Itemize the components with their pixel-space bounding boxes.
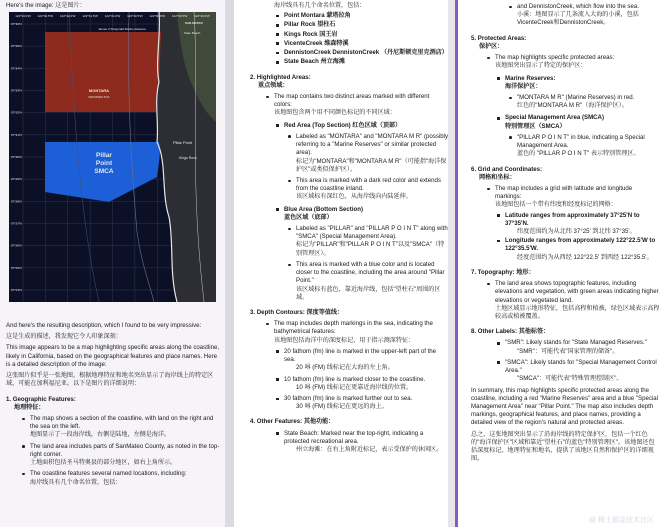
middle-line: 重点领域： bbox=[258, 81, 289, 89]
right-line: 红色的"MONTARA M R"（海洋保护区）。 bbox=[517, 102, 628, 110]
right-line: Marine Reserves: bbox=[495, 75, 660, 83]
middle-line: 海岸线具有几个命名位置，包括： bbox=[274, 2, 366, 9]
right-line: 7. Topography: 地形： bbox=[471, 268, 535, 276]
longitude-label: 122°29.0'W bbox=[194, 14, 210, 18]
middle-line: 标记为"PILLAR"和"PILLAR P O I N T"以及"SMCA"（特别管理区）。 bbox=[296, 241, 445, 257]
red-zone-sublabel: MONTARA M R bbox=[88, 95, 110, 99]
right-line: The map highlights specific protected areas: bbox=[485, 54, 660, 62]
left-line: The land area includes parts of SanMateo County, as noted in the top-right corner. bbox=[20, 443, 220, 459]
right-line: 5. Protected Areas: bbox=[471, 34, 527, 42]
latitude-label: 37°30'N bbox=[11, 155, 22, 159]
middle-line: This area is marked with a blue color and is located closer to the coastline, including the area around "Pillar Point." bbox=[286, 261, 448, 286]
right-line: 经度范围约为从西经 122°22.5' 到西经 122°35.5'。 bbox=[517, 253, 653, 261]
middle-line: 3. Depth Contours: 深度等值线： bbox=[250, 309, 344, 316]
right-line: 蓝色的 "PILLAR P O I N T" 表示特别管理区。 bbox=[517, 150, 640, 158]
middle-line: 该区域标有深红色，从海岸线向内陆延伸。 bbox=[296, 193, 412, 201]
right-line: "SMCA": Likely stands for "Special Management Control Area." bbox=[495, 359, 660, 375]
middle-line: State Beach: Marked near the top-right, indicating a protected recreational area. bbox=[274, 430, 448, 446]
blue-zone-label: Point bbox=[95, 160, 113, 167]
blue-zone-label: SMCA bbox=[94, 168, 114, 175]
right-line: "MONTARA M R" (Marine Reserves) in red. bbox=[507, 94, 660, 102]
map-note: James V Fitzgerald Marine Reserve bbox=[98, 27, 146, 31]
middle-line: 20 fathom (fm) line is marked in the upper-left part of the sea. bbox=[274, 348, 448, 364]
right-line: Special Management Area (SMCA) bbox=[495, 114, 660, 122]
middle-line: 10 fathom (fm) line is marked closer to the coastline. bbox=[274, 376, 448, 384]
right-line: 土地区域显示地形特征，包括高程和植被，绿色区域表示高程较高或植被覆盖。 bbox=[495, 304, 660, 320]
right-line: 网格和坐标： bbox=[479, 173, 516, 181]
middle-line: 该地图包括海洋中的深度标记，用于指示测深特征： bbox=[274, 336, 415, 344]
map-note: Pillar Point bbox=[173, 140, 193, 145]
left-line: 这张图片似乎是一张地图，根据地理特征和地名突出显示了海岸线上的特定区域，可能在加利福尼亚。以下是图片的详细说明： bbox=[6, 372, 214, 388]
middle-line: Point Montara 蒙塔拉角 bbox=[274, 12, 448, 20]
middle-line: Blue Area (Bottom Section) bbox=[274, 206, 448, 214]
left-line: 海岸线具有几个命名位置，包括： bbox=[30, 478, 122, 486]
middle-line: The map includes depth markings in the sea, indicating the bathymetrical features: bbox=[264, 320, 448, 336]
longitude-label: 122°32.5'W bbox=[37, 14, 54, 18]
divider bbox=[225, 0, 234, 527]
middle-column bbox=[234, 0, 448, 527]
right-line: Longitude ranges from approximately 122°22.5'W to 122°35.5'W. bbox=[495, 237, 660, 253]
latitude-label: 37°27'N bbox=[11, 221, 22, 226]
left-line: The map shows a section of the coastline, with land on the right and the sea on the left. bbox=[20, 415, 220, 431]
longitude-label: 122°30.5'W bbox=[127, 14, 143, 18]
longitude-label: 122°32.0'W bbox=[60, 14, 76, 18]
latitude-label: 37°34'N bbox=[11, 66, 22, 71]
latitude-label: 37°28'N bbox=[11, 199, 22, 204]
left-line: 1. Geographic Features: bbox=[6, 395, 76, 403]
map-image bbox=[9, 12, 216, 302]
middle-line: 30 噚 (FM) 线标记在更远的海上。 bbox=[296, 403, 388, 411]
right-line: 总之，这张地图突出显示了沿海岸线的特定保护区，包括一个红色的"海洋保护区"区域和靠近"望柱石"的蓝色"特别管理区"。该地图还包括深度标记、地理特征和地名，提供了该地区自然和保护区的详细视图。 bbox=[471, 430, 655, 463]
right-line: 海洋保护区： bbox=[505, 82, 542, 90]
right-line: "PILLAR P O I N T" in blue, indicating a Special Management Area. bbox=[507, 134, 660, 150]
latitude-label: 37°33'N bbox=[11, 88, 22, 93]
middle-line: 2. Highlighted Areas: bbox=[250, 73, 311, 81]
map-svg bbox=[9, 12, 216, 302]
right-line: "SMR": Likely stands for "State Managed Reserves." bbox=[495, 339, 660, 347]
right-line: 8. Other Labels: 其他标签： bbox=[471, 328, 550, 336]
left-line: 地理特征： bbox=[14, 403, 45, 411]
right-line: 纬度范围约为从北纬 37°25' 到北纬 37°35'。 bbox=[517, 228, 636, 236]
right-line: and DennistonCreek, which flow into the sea. bbox=[507, 3, 660, 11]
middle-line: Labeled as "PILLAR" and "PILLAR P O I N T" along with "SMCA" (Special Management Area). bbox=[286, 225, 448, 241]
right-line: 该地图包括一个带有纬度和经度标记的网格： bbox=[495, 201, 617, 209]
middle-line: Labeled as "MONTARA" and "MONTARA M R" (possibly referring to a "Marine Reserves" or similar protected area). bbox=[286, 133, 448, 158]
longitude-label: 122°31.5'W bbox=[82, 14, 98, 18]
watermark: @ 稀土掘金技术社区 bbox=[588, 516, 654, 524]
right-line: 该地图突出显示了特定的保护区： bbox=[495, 62, 587, 70]
right-line: Latitude ranges from approximately 37°25'N to 37°35'N. bbox=[495, 212, 660, 228]
middle-line: The map contains two distinct areas marked with different colors: bbox=[264, 93, 448, 109]
middle-line: 4. Other Features: 其他功能： bbox=[250, 418, 335, 426]
latitude-label: 37°36'N bbox=[11, 22, 22, 26]
middle-line: VicenteCreek 维森特溪 bbox=[274, 40, 448, 48]
intro-text: Here's the image: 这是图片： bbox=[6, 2, 86, 9]
middle-line: DennistonCreek DennistonCreek （丹尼斯顿克里克酒店） bbox=[274, 49, 448, 57]
left-line: 这是生成的描述，我发现它令人印象深刻： bbox=[6, 333, 122, 341]
right-line: The land area shows topographic features, including elevations and vegetation, with green areas indicating higher elevations or vegetated land. bbox=[485, 280, 660, 305]
map-note: Kings Rock bbox=[179, 156, 197, 160]
left-line: This image appears to be a map highlighting specific areas along the coastline, likely in California, based on the geographical features and place names. Here is a detailed description of the image: bbox=[6, 344, 220, 368]
longitude-label: 122°31.0'W bbox=[104, 14, 121, 18]
middle-line: 20 噚 (FM) 线标记在大海的左上角。 bbox=[296, 364, 394, 372]
latitude-label: 37°32'N bbox=[11, 110, 22, 115]
right-line: "SMCA"：可能代表"特殊管理控制区"。 bbox=[517, 375, 623, 383]
latitude-label: 37°26'N bbox=[11, 243, 22, 248]
latitude-label: 37°35'N bbox=[11, 44, 22, 49]
red-zone bbox=[45, 32, 161, 112]
right-line: "SMR"：可能代表"国家管理的储备"。 bbox=[517, 347, 619, 355]
right-line: 6. Grid and Coordinates: bbox=[471, 165, 543, 173]
middle-line: 该区域标有蓝色，靠近海岸线，包括"望柱石"周围的区域。 bbox=[296, 285, 441, 301]
right-line: In summary, this map highlights specific protected areas along the coastline, including a red "Marine Reserves" area and a blue "Special Management Area" near "Pillar Point." The map also includes depth markings, geographical features, and place names, providing a detailed view of the region's natural and protected areas. bbox=[471, 386, 659, 427]
red-zone-label: MONTARA bbox=[88, 88, 110, 93]
right-line: 保护区： bbox=[479, 42, 504, 50]
left-line: The coastline features several named locations, including: bbox=[20, 470, 220, 478]
latitude-label: 37°25'N bbox=[11, 265, 22, 270]
right-line: The map includes a grid with latitude and longitude markings: bbox=[485, 185, 660, 201]
divider bbox=[448, 0, 455, 527]
left-line: 土地面积包括圣马特奥县的部分地区，如右上角所示。 bbox=[30, 459, 177, 467]
map-note: State Beach bbox=[184, 31, 201, 35]
latitude-label: 37°24'N bbox=[11, 288, 22, 292]
middle-line: 30 fathom (fm) line is marked further out to sea. bbox=[274, 395, 448, 403]
middle-line: 蓝色区域（底部） bbox=[284, 213, 333, 221]
latitude-label: 37°29'N bbox=[11, 177, 22, 182]
middle-line: State Beach 州立海滩 bbox=[274, 58, 448, 66]
middle-line: 10 噚 (FM) 线标记在更靠近海岸线的位置。 bbox=[296, 383, 413, 391]
county-label: SAN MATEO bbox=[185, 21, 203, 25]
middle-line: This area is marked with a dark red color and extends from the coastline inland. bbox=[286, 177, 448, 193]
left-line: And here's the resulting description, which I found to be very impressive: bbox=[6, 322, 202, 329]
longitude-label: 122°33.0'W bbox=[15, 14, 31, 18]
middle-line: 州立海滩：在右上角附近标记，表示受保护的休闲区。 bbox=[296, 446, 443, 454]
middle-line: Pillar Rock 望柱石 bbox=[274, 21, 448, 29]
middle-line: Red Area (Top Section) 红色区域（顶部） bbox=[274, 122, 448, 130]
right-column bbox=[455, 0, 660, 527]
right-text bbox=[461, 3, 660, 464]
latitude-label: 37°31'N bbox=[11, 132, 22, 137]
middle-line: 标记为"MONTARA"和"MONTARA M R"（可能指"海洋保护区"或类似保护区）。 bbox=[296, 157, 447, 173]
longitude-label: 122°29.5'W bbox=[171, 14, 188, 18]
left-column bbox=[0, 0, 225, 527]
left-line: 地图显示了一段海岸线，右侧是陆地，左侧是海洋。 bbox=[30, 431, 171, 439]
longitude-label: 122°30.0'W bbox=[149, 14, 165, 18]
middle-line: Kings Rock 国王岩 bbox=[274, 31, 448, 39]
blue-zone-label: Pillar bbox=[96, 152, 112, 159]
right-line: 小溪：地图显示了几条流入大海的小溪，包括VicenteCreek和DennistonCreek。 bbox=[517, 11, 639, 27]
middle-text bbox=[250, 2, 448, 454]
middle-line: 该地图包含两个用不同颜色标记的不同区域： bbox=[274, 109, 396, 117]
right-line: 特别管理区（SMCA） bbox=[505, 122, 566, 130]
left-text bbox=[6, 319, 220, 489]
